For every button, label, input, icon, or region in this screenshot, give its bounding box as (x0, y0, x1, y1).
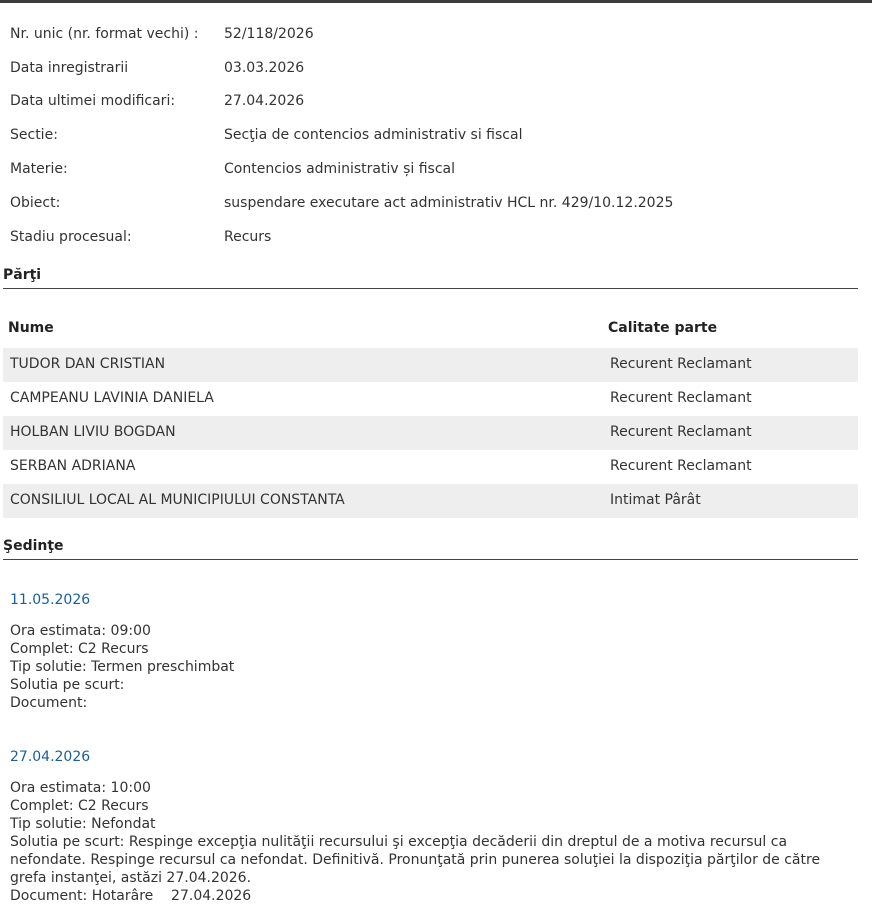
parti-section-title: Părţi (3, 267, 858, 289)
party-role: Recurent Reclamant (610, 424, 752, 440)
info-value: 03.03.2026 (224, 59, 305, 76)
table-row (3, 484, 858, 518)
party-role: Recurent Reclamant (610, 390, 752, 406)
sedinta-solutia: Solutia pe scurt: (10, 677, 125, 693)
info-label: Data ultimei modificari: (10, 93, 176, 110)
info-value: 52/118/2026 (224, 25, 314, 42)
case-info (10, 17, 673, 254)
parti-table (3, 348, 858, 518)
party-role: Recurent Reclamant (610, 356, 752, 372)
sedinta-document: Document: (10, 695, 88, 711)
info-value: Secţia de contencios administrativ si fiscal (224, 127, 523, 144)
sedinta-ora: Ora estimata: 10:00 (10, 780, 151, 796)
info-label: Data inregistrarii (10, 59, 129, 76)
info-label: Nr. unic (nr. format vechi) : (10, 25, 199, 42)
top-border (0, 0, 872, 3)
column-header-calitate: Calitate parte (608, 320, 718, 336)
info-label: Sectie: (10, 127, 58, 144)
info-label: Materie: (10, 161, 68, 178)
info-row-data-inregistrarii (10, 51, 673, 85)
info-label: Obiect: (10, 194, 61, 211)
table-row (3, 382, 858, 416)
party-role: Intimat Pârât (610, 492, 701, 508)
party-name: TUDOR DAN CRISTIAN (10, 356, 166, 372)
column-header-nume: Nume (8, 320, 54, 336)
table-row (3, 416, 858, 450)
party-name: CAMPEANU LAVINIA DANIELA (10, 390, 214, 406)
party-name: CONSILIUL LOCAL AL MUNICIPIULUI CONSTANTA (10, 492, 345, 508)
party-role: Recurent Reclamant (610, 458, 752, 474)
sedinta-document: Document: Hotarâre 27.04.2026 (10, 888, 252, 904)
info-row-stadiu (10, 220, 673, 254)
info-row-nr-unic (10, 17, 673, 51)
sedinta-ora: Ora estimata: 09:00 (10, 623, 151, 639)
sedinta-tip-solutie: Tip solutie: Termen preschimbat (10, 659, 235, 675)
info-row-data-modificari (10, 85, 673, 119)
info-value: Recurs (224, 228, 272, 245)
info-value: suspendare executare act administrativ HCL nr. 429/10.12.2025 (224, 194, 674, 211)
info-value: Contencios administrativ și fiscal (224, 161, 455, 178)
sedinta-date: 27.04.2026 (10, 749, 91, 765)
table-row (3, 450, 858, 484)
sedinta-tip-solutie: Tip solutie: Nefondat (10, 816, 156, 832)
party-name: SERBAN ADRIANA (10, 458, 136, 474)
info-label: Stadiu procesual: (10, 228, 132, 245)
sedinta-complet: Complet: C2 Recurs (10, 641, 149, 657)
parti-table-header (3, 320, 858, 340)
info-row-materie (10, 152, 673, 186)
sedinta-solutia: Solutia pe scurt: Respinge excepţia nulităţii recursului şi excepţia decăderii din dreptul de a motiva recursul ca nefondate. Respinge recursul ca nefondat. Definitivă. Pronunţată prin punerea soluţiei la dispoziţia părţilor de către grefa instanţei, astăzi 27.04.2026. (10, 834, 821, 886)
sedinte-section-title: Şedinţe (3, 538, 858, 560)
sedinta-item (10, 592, 860, 712)
table-row (3, 348, 858, 382)
sedinta-item (10, 749, 860, 905)
info-row-obiect (10, 186, 673, 220)
sedinta-complet: Complet: C2 Recurs (10, 798, 149, 814)
info-value: 27.04.2026 (224, 93, 305, 110)
party-name: HOLBAN LIVIU BOGDAN (10, 424, 176, 440)
sedinta-date: 11.05.2026 (10, 592, 91, 608)
info-row-sectie (10, 118, 673, 152)
